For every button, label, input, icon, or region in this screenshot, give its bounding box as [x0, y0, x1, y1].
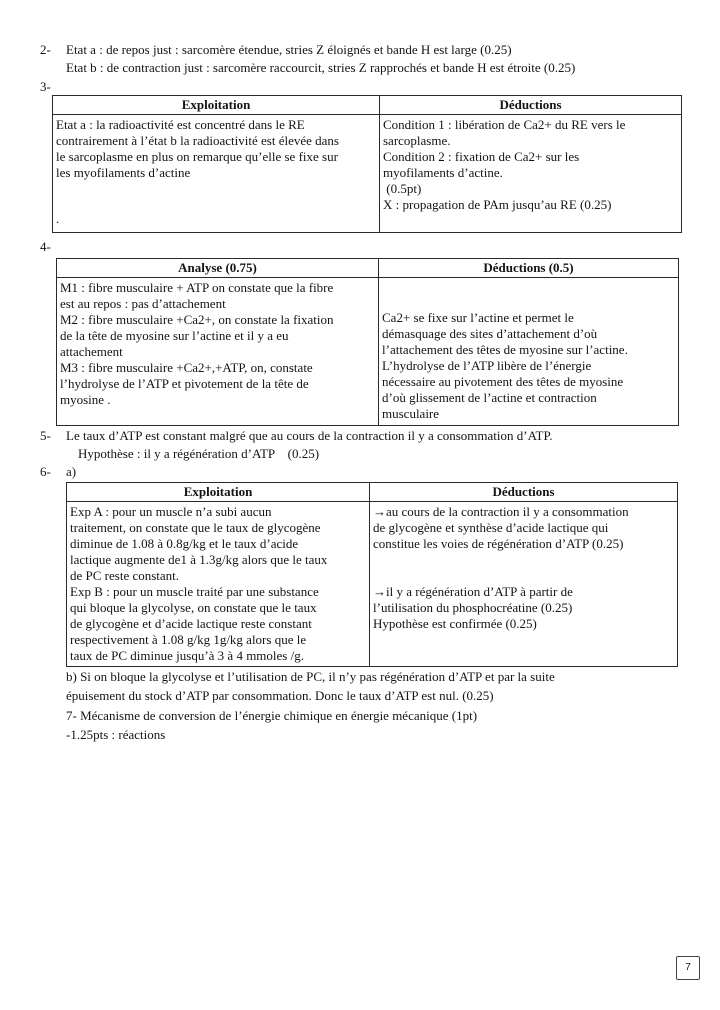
q4-number: 4-: [40, 239, 51, 254]
page-number: 7: [676, 956, 700, 980]
q4-left-line: myosine .: [60, 392, 111, 407]
q4-analyse-cell: [57, 278, 379, 426]
q4-right-line: démasquage des sites d’attachement d’où: [382, 326, 598, 341]
q4-left-line: l’hydrolyse de l’ATP et pivotement de la tête de: [60, 376, 309, 391]
q6-left-line: qui bloque la glycolyse, on constate que le taux: [70, 600, 317, 615]
q3-left-dot: .: [56, 211, 60, 226]
q3-right-line: myofilaments d’actine.: [383, 165, 503, 180]
q4-right-line: d’où glissement de l’actine et contraction: [382, 390, 597, 405]
q3-table: [52, 95, 682, 233]
q3-right-line: Condition 1 : libération de Ca2+ du RE vers le: [383, 117, 626, 132]
q3-right-line: (0.5pt): [383, 181, 422, 196]
q6-left-line: lactique augmente de1 à 1.3g/kg alors que le taux: [70, 552, 328, 567]
q7-line-1: 7- Mécanisme de conversion de l’énergie chimique en énergie mécanique (1pt): [66, 708, 478, 723]
q3-left-line: contrairement à l’état b la radioactivité est élevée dans: [56, 133, 339, 148]
q3-left-line: Etat a : la radioactivité est concentré dans le RE: [56, 117, 305, 132]
q3-right-line: Condition 2 : fixation de Ca2+ sur les: [383, 149, 580, 164]
q5-line-2: Hypothèse : il y a régénération d’ATP (0.25): [78, 446, 320, 461]
q4-header-analyse: Analyse (0.75): [57, 259, 379, 278]
q3-right-line: sarcoplasme.: [383, 133, 451, 148]
q4-left-line: M1 : fibre musculaire + ATP on constate que la fibre: [60, 280, 334, 295]
q3-right-line: X : propagation de PAm jusqu’au RE (0.25): [383, 197, 612, 212]
q6-right-line: Hypothèse est confirmée (0.25): [373, 616, 537, 631]
q6-deductions-cell: [370, 502, 678, 667]
q6-left-line: Exp B : pour un muscle traité par une substance: [70, 584, 319, 599]
q2-number: 2-: [40, 42, 51, 57]
q4-left-line: M3 : fibre musculaire +Ca2+,+ATP, on, constate: [60, 360, 313, 375]
q6-table: [66, 482, 678, 667]
q3-left-line: les myofilaments d’actine: [56, 165, 191, 180]
q6-b-line-2: épuisement du stock d’ATP par consommation. Donc le taux d’ATP est nul. (0.25): [66, 688, 494, 703]
q3-left-line: le sarcoplasme en plus on remarque qu’elle se fixe sur: [56, 149, 338, 164]
q4-right-line: Ca2+ se fixe sur l’actine et permet le: [382, 310, 574, 325]
q6-number: 6-: [40, 464, 51, 479]
q2-line-2: Etat b : de contraction just : sarcomère raccourcit, stries Z rapprochés et bande H est étroite (0.25): [66, 60, 576, 75]
q5-line-1: Le taux d’ATP est constant malgré que au cours de la contraction il y a consommation d’ATP.: [66, 428, 553, 443]
q4-left-line: M2 : fibre musculaire +Ca2+, on constate la fixation: [60, 312, 334, 327]
q6-left-line: taux de PC diminue jusqu’à 3 à 4 mmoles /g.: [70, 648, 304, 663]
q2-line-1: Etat a : de repos just : sarcomère étendue, stries Z éloignés et bande H est large (0.25): [66, 42, 512, 57]
q6-sub-a: a): [66, 464, 77, 479]
q6-left-line: respectivement à 1.08 g/kg 1g/kg alors que le: [70, 632, 307, 647]
q7-line-2: -1.25pts : réactions: [66, 727, 166, 742]
q6-right-line: l’utilisation du phosphocréatine (0.25): [373, 600, 573, 615]
q3-exploitation-cell: [53, 115, 380, 233]
q4-left-line: de la tête de myosine sur l’actine et il y a eu: [60, 328, 289, 343]
q3-number: 3-: [40, 79, 51, 94]
q4-right-line: L’hydrolyse de l’ATP libère de l’énergie: [382, 358, 592, 373]
q4-right-line: nécessaire au pivotement des têtes de myosine: [382, 374, 624, 389]
q6-header-deductions: Déductions: [370, 483, 678, 502]
q3-deductions-cell: [380, 115, 682, 233]
q6-right-line: →au cours de la contraction il y a consommation: [373, 504, 629, 519]
q4-right-line: musculaire: [382, 406, 440, 421]
q3-header-exploitation: Exploitation: [53, 96, 380, 115]
q6-right-line: constitue les voies de régénération d’ATP (0.25): [373, 536, 624, 551]
q6-right-line: de glycogène et synthèse d’acide lactique qui: [373, 520, 609, 535]
q6-left-line: de PC reste constant.: [70, 568, 180, 583]
q4-right-line: l’attachement des têtes de myosine sur l’actine.: [382, 342, 628, 357]
q4-table: [56, 258, 679, 426]
q6-left-line: de glycogène et d’acide lactique reste constant: [70, 616, 312, 631]
q6-b-line-1: b) Si on bloque la glycolyse et l’utilisation de PC, il n’y pas régénération d’ATP et par la suite: [66, 669, 555, 684]
q6-header-exploitation: Exploitation: [67, 483, 370, 502]
q3-header-deductions: Déductions: [380, 96, 682, 115]
q4-left-line: attachement: [60, 344, 123, 359]
q6-left-line: traitement, on constate que le taux de glycogène: [70, 520, 321, 535]
q6-left-line: Exp A : pour un muscle n’a subi aucun: [70, 504, 272, 519]
q4-deductions-cell: [379, 278, 679, 426]
q5-number: 5-: [40, 428, 51, 443]
q6-exploitation-cell: [67, 502, 370, 667]
q6-left-line: diminue de 1.08 à 0.8g/kg et le taux d’acide: [70, 536, 299, 551]
q6-right-line: →il y a régénération d’ATP à partir de: [373, 584, 573, 599]
q4-header-deductions: Déductions (0.5): [379, 259, 679, 278]
q4-left-line: est au repos : pas d’attachement: [60, 296, 226, 311]
